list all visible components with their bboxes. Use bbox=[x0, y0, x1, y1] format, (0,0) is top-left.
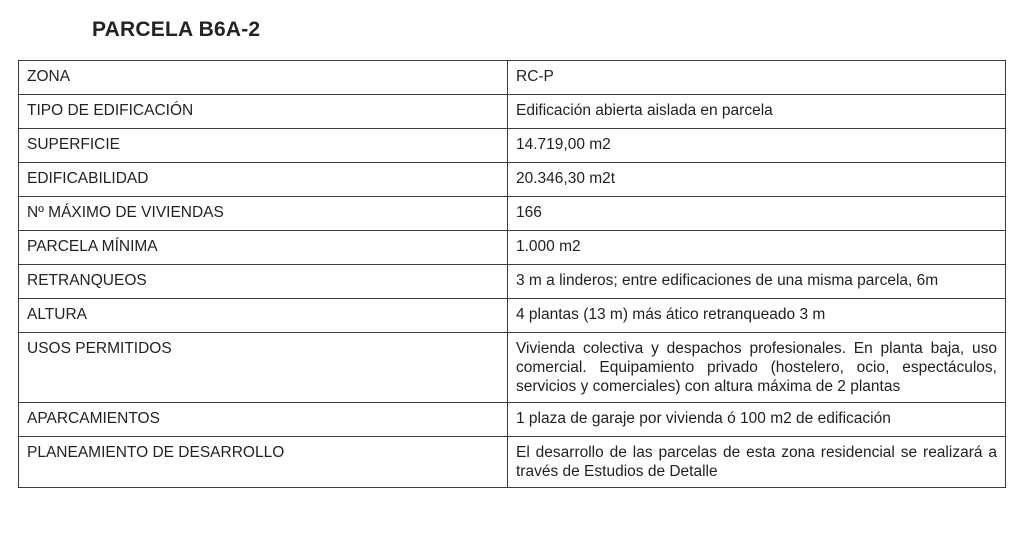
table-row-tipo-edificacion bbox=[19, 95, 1006, 129]
row-value: 166 bbox=[508, 197, 1006, 231]
row-label: APARCAMIENTOS bbox=[19, 403, 508, 437]
row-value: 1 plaza de garaje por vivienda ó 100 m2 de edificación bbox=[508, 403, 1006, 437]
row-value: El desarrollo de las parcelas de esta zona residencial se realizará a través de Estudios de Detalle bbox=[508, 437, 1006, 488]
row-label: Nº MÁXIMO DE VIVIENDAS bbox=[19, 197, 508, 231]
row-value: 20.346,30 m2t bbox=[508, 163, 1006, 197]
row-value: RC-P bbox=[508, 61, 1006, 95]
row-value: 14.719,00 m2 bbox=[508, 129, 1006, 163]
row-value: Edificación abierta aislada en parcela bbox=[508, 95, 1006, 129]
table-row-retranqueos bbox=[19, 265, 1006, 299]
row-label: PLANEAMIENTO DE DESARROLLO bbox=[19, 437, 508, 488]
row-label: ZONA bbox=[19, 61, 508, 95]
table-row-aparcamientos bbox=[19, 403, 1006, 437]
table-row-parcela-minima bbox=[19, 231, 1006, 265]
table-row-zona bbox=[19, 61, 1006, 95]
row-label: EDIFICABILIDAD bbox=[19, 163, 508, 197]
table-row-superficie bbox=[19, 129, 1006, 163]
table-row-max-viviendas bbox=[19, 197, 1006, 231]
parcel-spec-table bbox=[18, 60, 1006, 488]
row-label: ALTURA bbox=[19, 299, 508, 333]
row-label: SUPERFICIE bbox=[19, 129, 508, 163]
row-label: RETRANQUEOS bbox=[19, 265, 508, 299]
row-value: 4 plantas (13 m) más ático retranqueado 3 m bbox=[508, 299, 1006, 333]
row-value: 1.000 m2 bbox=[508, 231, 1006, 265]
row-value: Vivienda colectiva y despachos profesionales. En planta baja, uso comercial. Equipamiento privado (hostelero, ocio, espectáculos, servicios y comerciales) con altura máxima de 2 plantas bbox=[508, 333, 1006, 403]
row-label: TIPO DE EDIFICACIÓN bbox=[19, 95, 508, 129]
table-row-altura bbox=[19, 299, 1006, 333]
row-label: PARCELA MÍNIMA bbox=[19, 231, 508, 265]
row-label: USOS PERMITIDOS bbox=[19, 333, 508, 403]
table-row-edificabilidad bbox=[19, 163, 1006, 197]
table-row-planeamiento bbox=[19, 437, 1006, 488]
table-row-usos-permitidos bbox=[19, 333, 1006, 403]
row-value: 3 m a linderos; entre edificaciones de una misma parcela, 6m bbox=[508, 265, 1006, 299]
page-title: PARCELA B6A-2 bbox=[92, 18, 261, 41]
